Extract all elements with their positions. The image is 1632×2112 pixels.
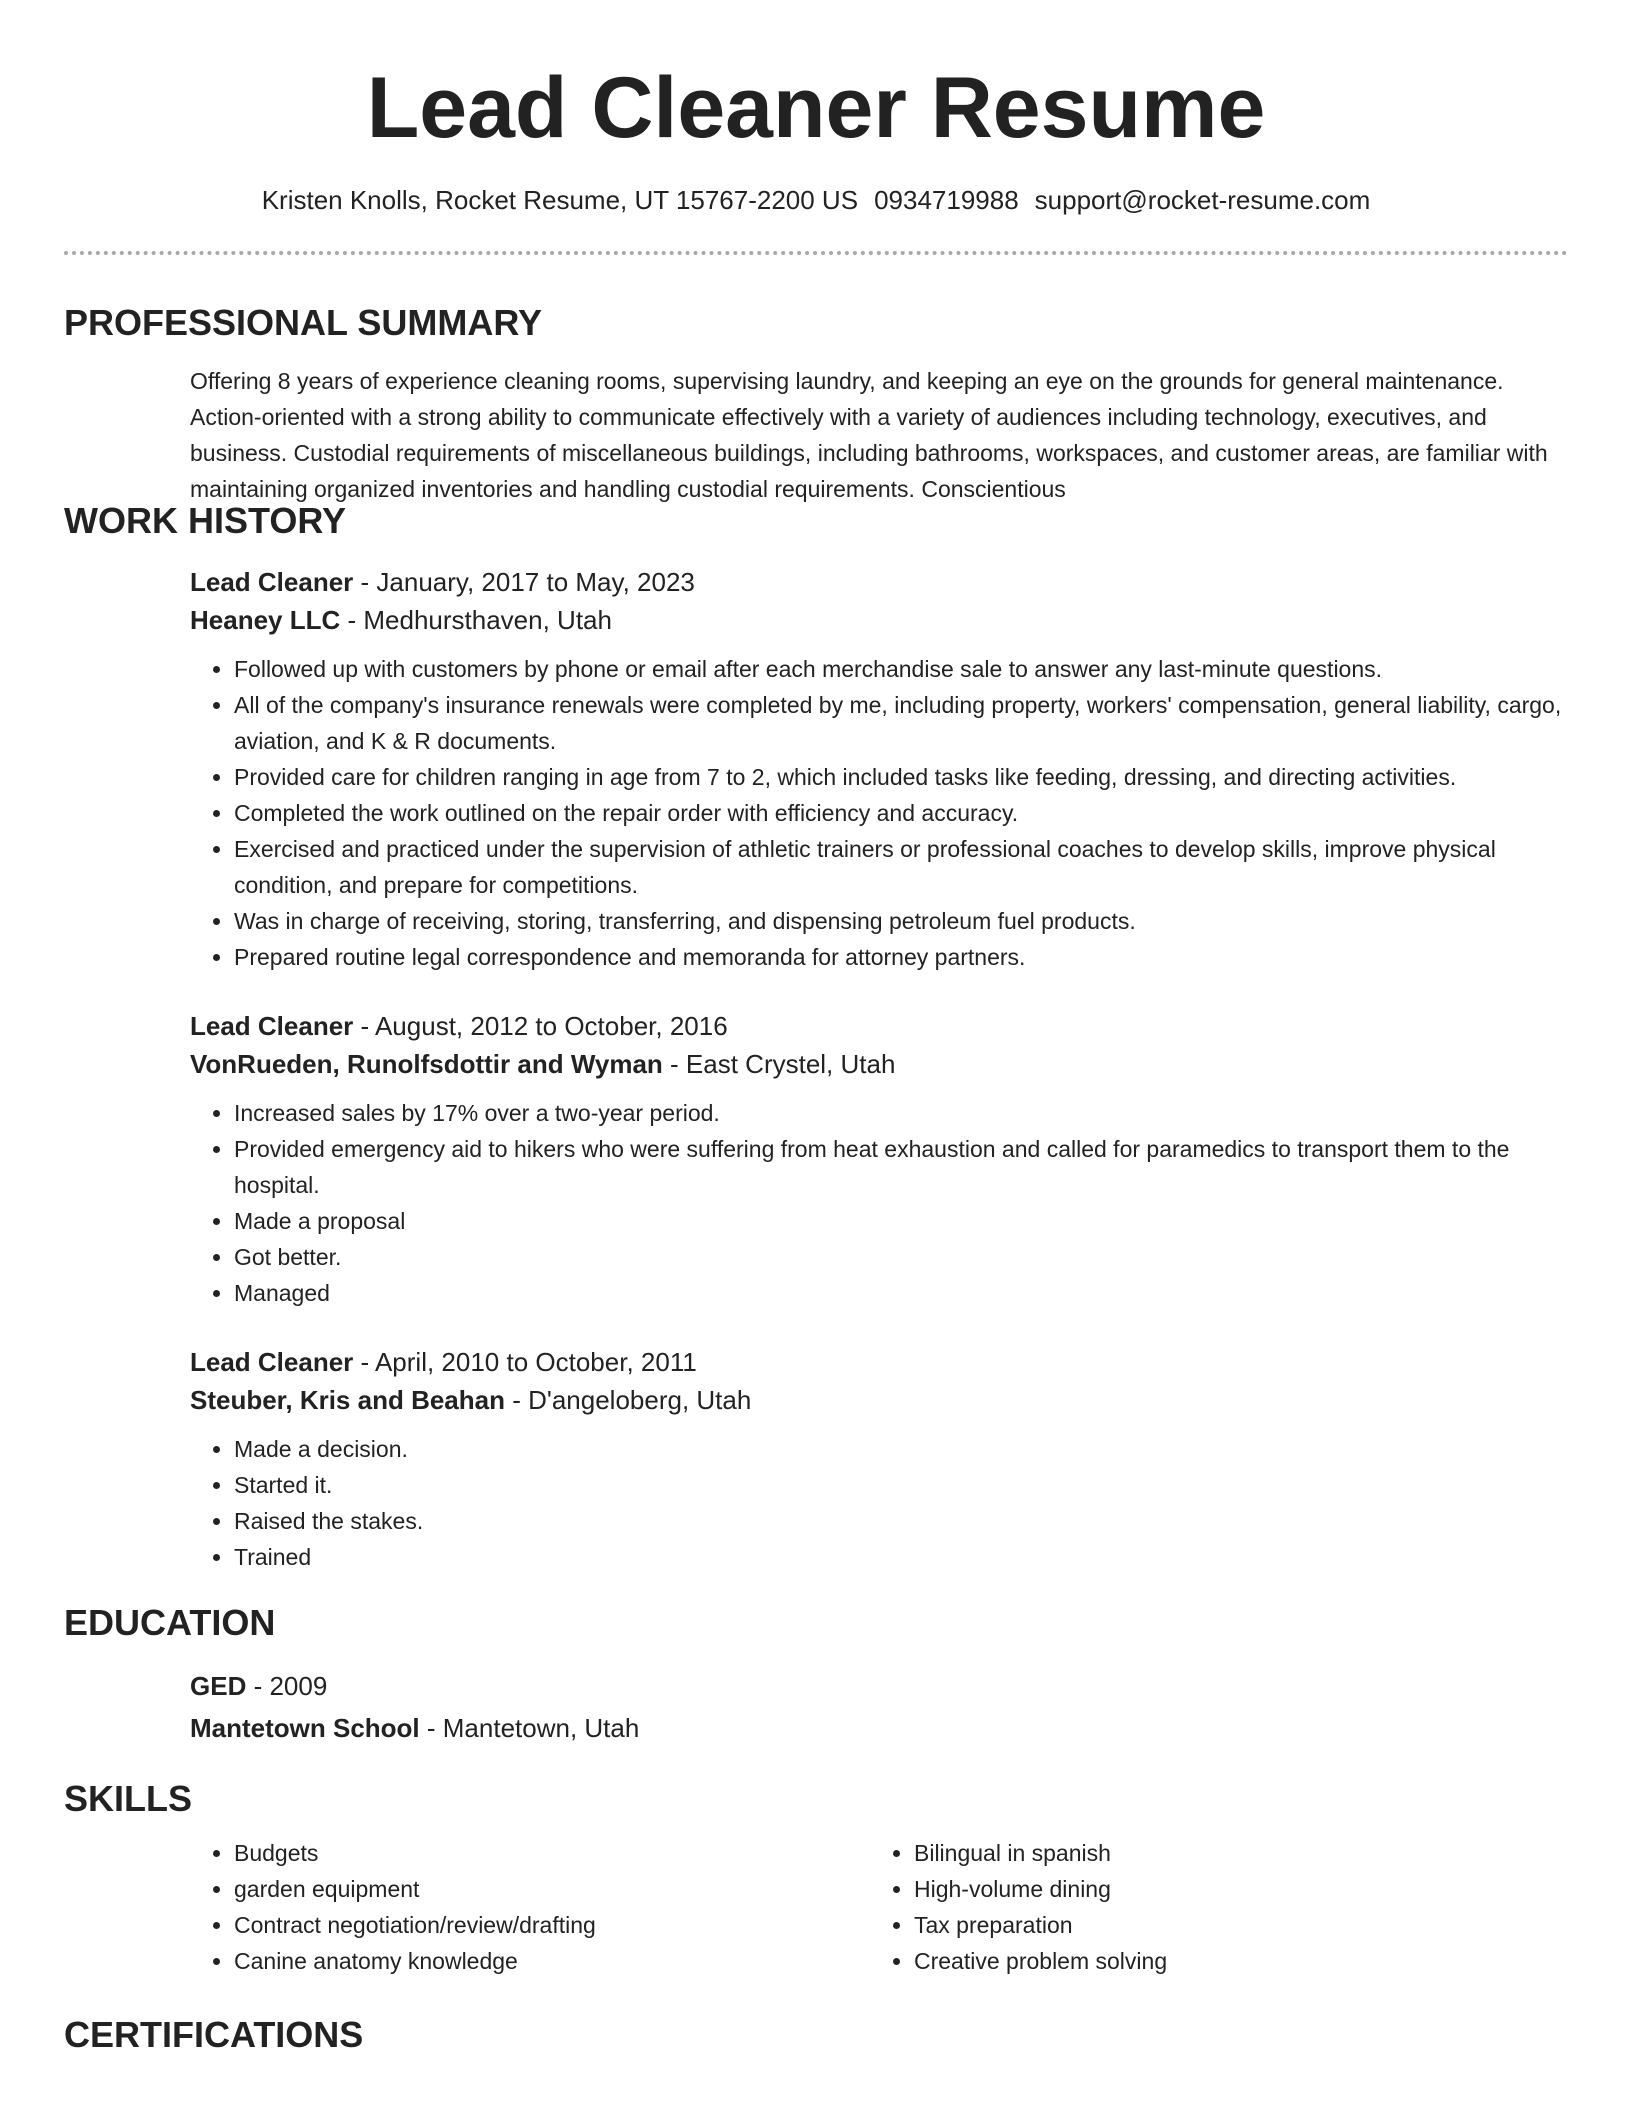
contact-email: support@rocket-resume.com (1034, 185, 1371, 215)
job-entry (64, 563, 1568, 975)
list-item: • Bilingual in spanish (914, 1835, 1550, 1871)
list-item: • Creative problem solving (914, 1943, 1550, 1979)
list-item: • Got better. (234, 1239, 1568, 1275)
contact-line (64, 183, 1568, 217)
company-location: - Medhursthaven, Utah (340, 605, 612, 635)
company-name: Steuber, Kris and Beahan (190, 1385, 505, 1415)
job-bullets (190, 651, 1568, 975)
list-item: • High-volume dining (914, 1871, 1550, 1907)
degree: GED (190, 1671, 247, 1701)
school-line (190, 1709, 1568, 1747)
work-history-section (64, 499, 1568, 1575)
summary-section (64, 301, 1568, 502)
header-divider (64, 251, 1568, 255)
contact-address: Kristen Knolls, Rocket Resume, UT 15767-2200 US (261, 185, 859, 215)
list-item: • Trained (234, 1539, 1568, 1575)
list-item: • garden equipment (234, 1871, 870, 1907)
skills-column-left (190, 1835, 870, 1979)
company-name: Heaney LLC (190, 605, 341, 635)
list-item: • Prepared routine legal correspondence and memoranda for attorney partners. (234, 939, 1568, 975)
education-section (64, 1601, 1568, 1747)
list-item: • Canine anatomy knowledge (234, 1943, 870, 1979)
skills-grid (190, 1835, 1568, 1979)
school-name: Mantetown School (190, 1713, 420, 1743)
list-item: • Provided care for children ranging in age from 7 to 2, which included tasks like feeding, dressing, and directing activities. (234, 759, 1568, 795)
job-entry (64, 1343, 1568, 1575)
job-title-line (190, 1343, 1568, 1381)
resume-page (64, 0, 1568, 2057)
summary-text: Offering 8 years of experience cleaning rooms, supervising laundry, and keeping an eye on the grounds for general maintenance. Action-oriented with a strong ability to communicate effectively with a variety of audiences including technology, executives, and business. Custodial requirements of miscellaneous buildings, including bathrooms, workspaces, and customer areas, are familiar with maintaining organized inventories and handling custodial requirements. Conscientious (190, 368, 1548, 502)
company-name: VonRueden, Runolfsdottir and Wyman (190, 1049, 663, 1079)
list-item: • Made a decision. (234, 1431, 1568, 1467)
list-item: • Raised the stakes. (234, 1503, 1568, 1539)
list-item: • All of the company's insurance renewals were completed by me, including property, workers' compensation, general liability, cargo, aviation, and K & R documents. (234, 687, 1568, 759)
contact-phone: 0934719988 (874, 185, 1019, 215)
degree-year: - 2009 (246, 1671, 328, 1701)
skills-column-right (870, 1835, 1550, 1979)
job-entry (64, 1007, 1568, 1311)
list-item: • Was in charge of receiving, storing, transferring, and dispensing petroleum fuel products. (234, 903, 1568, 939)
degree-line (190, 1667, 1568, 1705)
company-line (190, 1045, 1568, 1083)
job-bullets (190, 1431, 1568, 1575)
company-location: - East Crystel, Utah (662, 1049, 896, 1079)
company-location: - D'angeloberg, Utah (504, 1385, 752, 1415)
list-item: • Made a proposal (234, 1203, 1568, 1239)
job-title: Lead Cleaner (190, 1347, 354, 1377)
list-item: • Increased sales by 17% over a two-year period. (234, 1095, 1568, 1131)
school-location: - Mantetown, Utah (419, 1713, 640, 1743)
list-item: • Followed up with customers by phone or email after each merchandise sale to answer any last-minute questions. (234, 651, 1568, 687)
company-line (190, 601, 1568, 639)
page-title: Lead Cleaner Resume (366, 60, 1266, 156)
company-line (190, 1381, 1568, 1419)
list-item: • Contract negotiation/review/drafting (234, 1907, 870, 1943)
summary-heading: PROFESSIONAL SUMMARY (64, 302, 543, 343)
job-title: Lead Cleaner (190, 567, 354, 597)
job-title-line (190, 563, 1568, 601)
list-item: • Provided emergency aid to hikers who were suffering from heat exhaustion and called for paramedics to transport them to the hospital. (234, 1131, 1568, 1203)
certifications-section (64, 2013, 1568, 2057)
job-bullets (190, 1095, 1568, 1311)
list-item: • Exercised and practiced under the supervision of athletic trainers or professional coaches to develop skills, improve physical condition, and prepare for competitions. (234, 831, 1568, 903)
job-title-line (190, 1007, 1568, 1045)
skills-section (64, 1777, 1568, 1979)
list-item: • Budgets (234, 1835, 870, 1871)
job-dates: - August, 2012 to October, 2016 (353, 1011, 728, 1041)
certifications-heading: CERTIFICATIONS (64, 2014, 364, 2055)
job-dates: - April, 2010 to October, 2011 (353, 1347, 697, 1377)
education-heading: EDUCATION (64, 1602, 276, 1643)
job-title: Lead Cleaner (190, 1011, 354, 1041)
list-item: • Started it. (234, 1467, 1568, 1503)
list-item: • Managed (234, 1275, 1568, 1311)
list-item: • Completed the work outlined on the repair order with efficiency and accuracy. (234, 795, 1568, 831)
education-entry (64, 1667, 1568, 1747)
skills-heading: SKILLS (64, 1778, 193, 1819)
job-dates: - January, 2017 to May, 2023 (353, 567, 695, 597)
list-item: • Tax preparation (914, 1907, 1550, 1943)
work-history-heading: WORK HISTORY (64, 500, 347, 541)
